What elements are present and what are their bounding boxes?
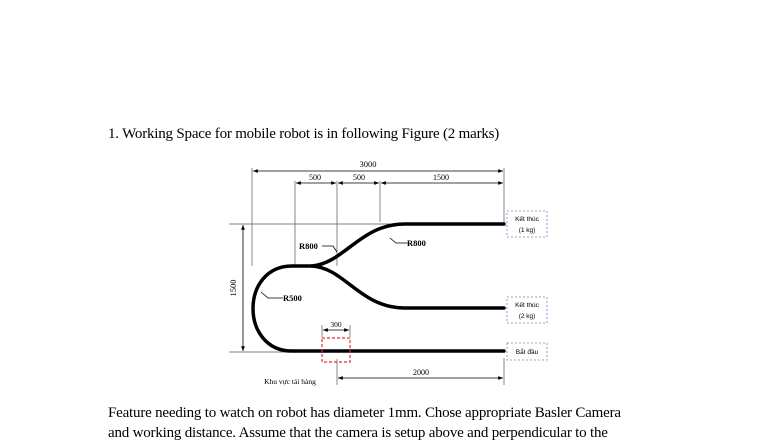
end-top-line2: (1 kg) bbox=[518, 227, 536, 234]
end-top-line1: Kết thúc bbox=[515, 216, 539, 223]
paragraph-line-1: Feature needing to watch on robot has diameter 1mm. Chose appropriate Basler Camera bbox=[108, 405, 621, 421]
label-seg-a: 500 bbox=[309, 173, 321, 182]
question-number: 1. bbox=[108, 126, 119, 142]
label-bottom-length: 2000 bbox=[413, 368, 429, 377]
question-text: Working Space for mobile robot is in following Figure (2 marks) bbox=[122, 126, 500, 142]
label-seg-b: 500 bbox=[353, 173, 365, 182]
start-label: Bắt đầu bbox=[515, 349, 539, 356]
label-loading-width: 300 bbox=[330, 320, 342, 329]
end-mid-line1: Kết thúc bbox=[515, 302, 539, 309]
label-r800-right: R800 bbox=[407, 238, 426, 248]
label-r800-left: R800 bbox=[299, 241, 318, 251]
loading-zone-label: Khu vực tải hàng bbox=[264, 377, 316, 386]
label-r500: R500 bbox=[283, 293, 302, 303]
description-paragraph bbox=[108, 403, 708, 443]
end-mid-line2: (2 kg) bbox=[518, 313, 536, 320]
label-height: 1500 bbox=[228, 279, 238, 297]
label-seg-c: 1500 bbox=[433, 173, 449, 182]
label-total-width: 3000 bbox=[359, 159, 377, 169]
dimension-lines bbox=[243, 171, 503, 378]
track-lower-branch bbox=[312, 266, 504, 308]
paragraph-line-2: and working distance. Assume that the camera is setup above and perpendicular to the bbox=[108, 425, 608, 441]
robot-track bbox=[253, 224, 504, 351]
